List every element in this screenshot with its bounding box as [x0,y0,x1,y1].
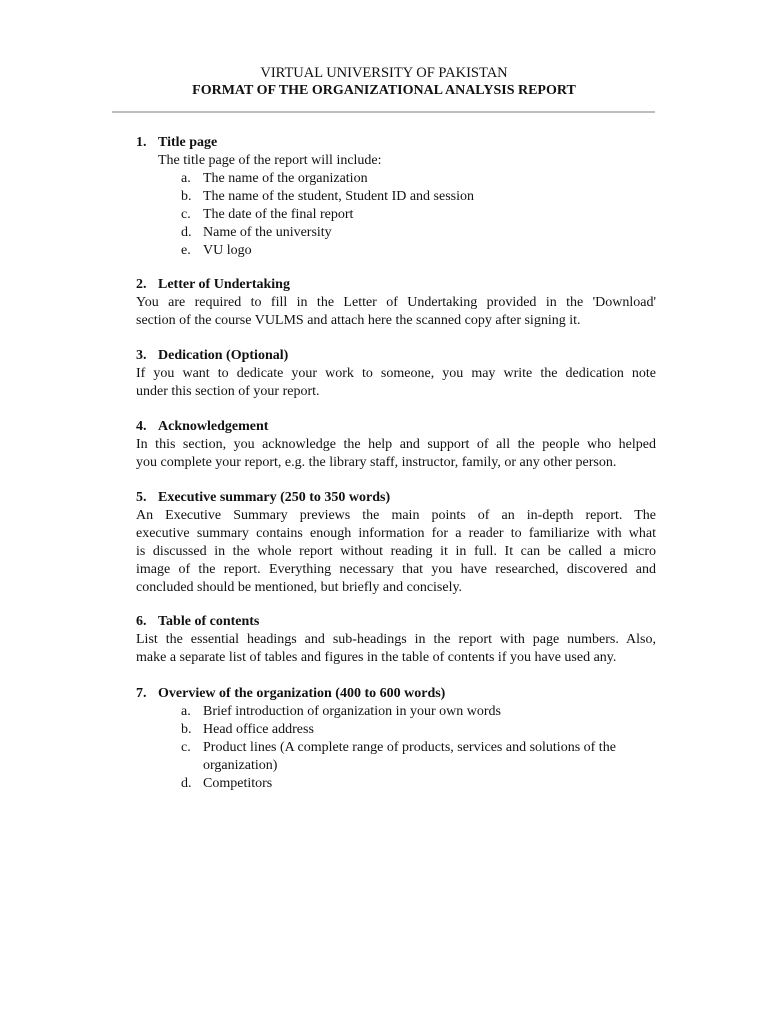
list-item-text: The name of the student, Student ID and session [203,189,475,204]
list-letter: b. [181,189,192,204]
section-number: 6. [136,614,147,629]
list-letter: b. [181,722,192,737]
section-heading-text: Acknowledgement [158,419,269,434]
section-heading [136,489,656,507]
section-table-of-contents [136,613,656,667]
paragraph-line: make a separate list of tables and figures in the table of contents if you have used any. [136,650,617,665]
list-item-text: Head office address [203,722,314,737]
list-item-text: Product lines (A complete range of products, services and solutions of the organization) [203,740,616,773]
paragraph-line: You are required to fill in the Letter of Undertaking provided in the 'Download' [136,295,656,310]
list-letter: d. [181,776,192,791]
paragraph-line: executive summary contains enough information for a reader to familiarize with what [136,526,656,541]
list-item-text: Competitors [203,776,273,791]
paragraph-line: concluded should be mentioned, but briefly and concisely. [136,580,463,595]
list-item [181,224,656,242]
paragraph-line: If you want to dedicate your work to someone, you may write the dedication note [136,366,656,381]
section-heading [136,134,656,152]
section-executive-summary [136,489,656,597]
section-letter-of-undertaking [136,276,656,330]
list-item [181,206,656,224]
section-heading [136,418,656,436]
list-letter: c. [181,207,191,222]
paragraph-line: is discussed in the whole report without reading it in full. It can be called a micro [136,544,656,559]
list-item-text: The date of the final report [203,207,354,222]
list-item [181,703,656,721]
paragraph-line: List the essential headings and sub-headings in the report with page numbers. Also, [136,632,656,647]
overview-list [136,703,656,793]
section-number: 7. [136,686,147,701]
list-item-text: Brief introduction of organization in your own words [203,704,501,719]
section-heading-text: Table of contents [158,614,260,629]
paragraph-line: An Executive Summary previews the main points of an in-depth report. The [136,508,656,523]
section-heading [136,613,656,631]
section-title-page [136,134,656,260]
list-item [181,188,656,206]
paragraph-line: image of the report. Everything necessary that you have researched, discovered and [136,562,656,577]
paragraph-line: you complete your report, e.g. the library staff, instructor, family, or any other person. [136,455,617,470]
list-letter: a. [181,171,191,186]
title-page-list [136,170,656,260]
section-number: 1. [136,135,147,150]
list-letter: c. [181,740,191,755]
list-item [181,242,656,260]
list-item-text: Name of the university [203,225,332,240]
paragraph-line: In this section, you acknowledge the help and support of all the people who helped [136,437,656,452]
section-heading-text: Executive summary (250 to 350 words) [158,490,391,505]
section-number: 4. [136,419,147,434]
section-heading [136,347,656,365]
section-acknowledgement [136,418,656,472]
list-item [181,775,656,793]
list-letter: a. [181,704,191,719]
list-item [181,170,656,188]
list-item [181,739,658,775]
list-letter: e. [181,243,191,258]
section-heading-text: Letter of Undertaking [158,277,290,292]
section-number: 2. [136,277,147,292]
list-item [181,721,656,739]
section-heading [136,276,656,294]
section-dedication [136,347,656,401]
university-name: VIRTUAL UNIVERSITY OF PAKISTAN [260,65,508,81]
section-heading [136,685,656,703]
section-intro: The title page of the report will include: [158,153,382,168]
paragraph-line: section of the course VULMS and attach here the scanned copy after signing it. [136,313,581,328]
section-overview-of-organization [136,685,656,793]
paragraph-line: under this section of your report. [136,384,320,399]
section-heading-text: Dedication (Optional) [158,348,289,363]
list-letter: d. [181,225,192,240]
section-number: 3. [136,348,147,363]
header-divider [112,111,655,113]
list-item-text: VU logo [203,243,252,258]
document-title: FORMAT OF THE ORGANIZATIONAL ANALYSIS REPORT [192,83,576,98]
section-heading-text: Overview of the organization (400 to 600 words) [158,686,446,701]
list-item-text: The name of the organization [203,171,368,186]
section-number: 5. [136,490,147,505]
section-heading-text: Title page [158,135,218,150]
